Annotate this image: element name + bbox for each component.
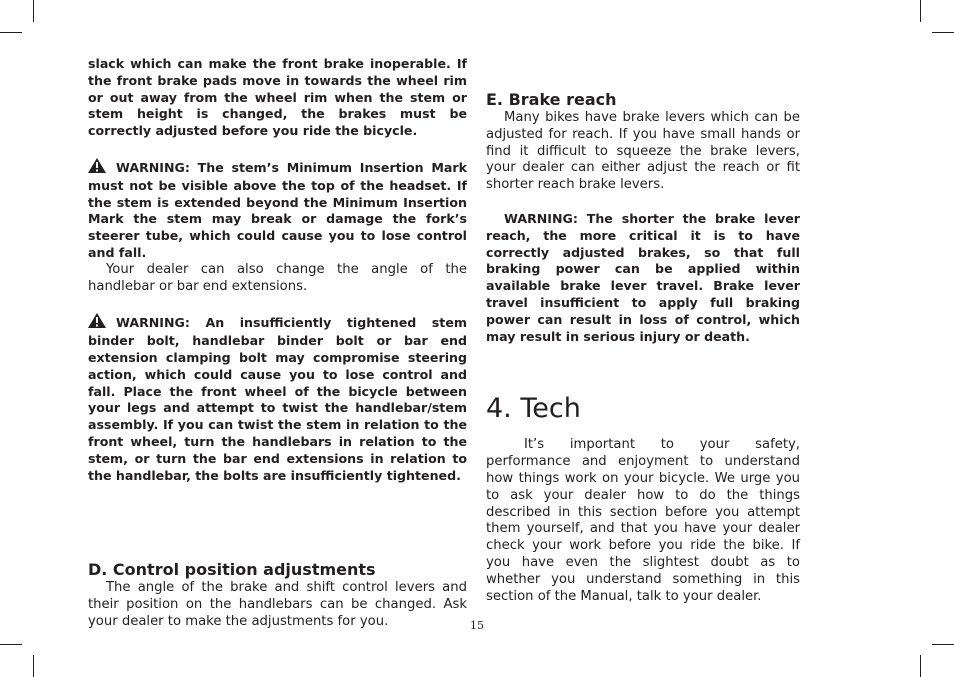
warning-paragraph-2 [88,313,467,484]
section-e-heading: E. Brake reach [486,90,617,109]
warning-triangle-icon [88,158,106,178]
dealer-paragraph: Your dealer can also change the angle of the handlebar or bar end extensions. [88,261,467,294]
crop-mark [932,32,954,33]
warning-paragraph-1 [88,158,467,262]
chapter-paragraph: It’s important to your safety, performance and enjoyment to understand how things work on your bicycle. We urge you to ask your dealer how to do the things described in this section before you attempt them yourself, and that you have your dealer check your work before you ride the bike. If you have even the slightest doubt as to whether you understand something in this section of the Manual, talk to your dealer. [486,437,800,604]
chapter-heading: 4. Tech [486,393,581,425]
crop-mark [0,644,22,645]
page-number: 15 [470,619,484,632]
crop-mark [33,655,34,677]
crop-mark [0,32,22,33]
warning-paragraph-3: WARNING: The shorter the brake lever reach, the more critical it is to have correctly adjusted brakes, so that full braking power can be applied within available brake lever travel. Brake lever travel insufficient to apply full braking power can result in loss of control, which may result in serious injury or death. [486,210,800,344]
section-e-paragraph: Many bikes have brake levers which can be adjusted for reach. If you have small hands or find it difficult to squeeze the brake levers, your dealer can either adjust the reach or fit shorter reach brake levers. [486,110,800,193]
crop-mark [932,644,954,645]
left-column [88,56,467,631]
section-d-paragraph: The angle of the brake and shift control levers and their position on the handlebars can be changed. Ask your dealer to make the adjustments for you. [88,580,467,629]
crop-mark [920,0,921,22]
warning-text-2: WARNING: An insufficiently tightened stem binder bolt, handlebar binder bolt or bar end extension clamping bolt may compromise steering action, which could cause you to lose control and fall. Place the front wheel of the bicycle between your legs and attempt to twist the handlebar/stem assembly. If you can twist the stem in relation to the front wheel, turn the handlebars in relation to the stem, or turn the bar end extensions in relation to the handlebar, the bolts are insufficiently tightened. [88,315,467,483]
crop-mark [33,0,34,22]
right-column [486,90,800,605]
warning-triangle-icon [88,313,106,333]
intro-paragraph: slack which can make the front brake inoperable. If the front brake pads move in towards the wheel rim or out away from the wheel rim when the stem or stem height is changed, the brakes must be correctly adjusted before you ride the bicycle. [88,56,467,139]
warning-text-1: WARNING: The stem’s Minimum Insertion Mark must not be visible above the top of the headset. If the stem is extended beyond the Minimum Insertion Mark the stem may break or damage the fork’s steerer tube, which could cause you to lose control and fall. [88,159,467,260]
crop-mark [920,655,921,677]
section-d-heading: D. Control position adjustments [88,560,376,580]
